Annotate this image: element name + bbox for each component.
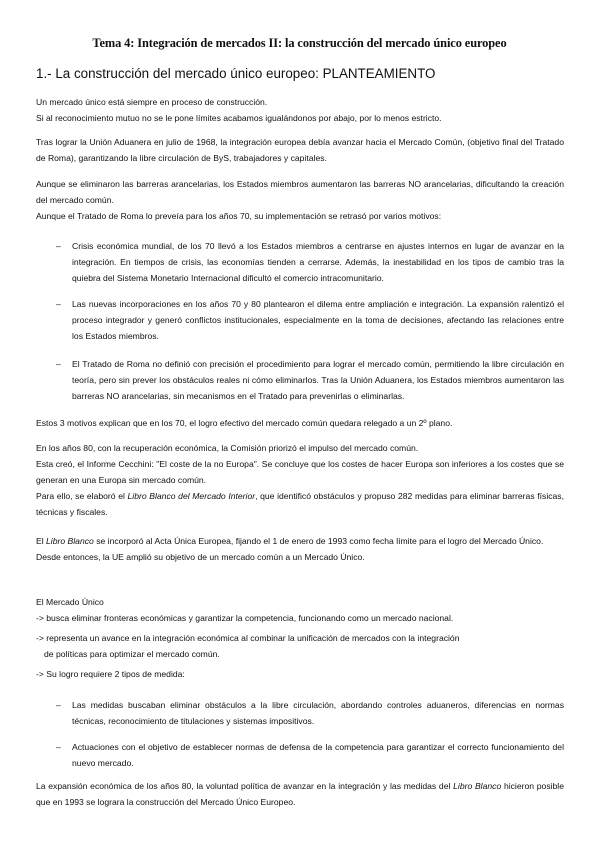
paragraph-libro-blanco xyxy=(36,533,564,565)
bullet-text: Las nuevas incorporaciones en los años 70 y 80 plantearon el dilema entre ampliación e integración. La expansión ralentizó el proceso integrador y generó conflictos institucionales, especialmente en la toma de decisiones, afectando las relaciones entre los Estados miembros. xyxy=(72,299,564,341)
mercado-unico-section xyxy=(36,594,564,682)
bullet-item-crisis xyxy=(56,238,564,286)
dash-marker: – xyxy=(56,700,61,710)
arrow-line-continued: de políticas para optimizar el mercado común. xyxy=(44,649,220,659)
text-run: , que identificó obstáculos y propuso 282 medidas para eliminar barreras físicas, técnicas y fiscales. xyxy=(36,491,564,517)
italic-title: Libro Blanco xyxy=(453,781,502,791)
bullet-item-tratado xyxy=(56,356,564,404)
text-run: Para ello, se elaboró el xyxy=(36,491,128,501)
bullet-text: Actuaciones con el objetivo de establecer normas de defensa de la competencia para garantizar el correcto funcionamiento del nuevo mercado. xyxy=(72,742,564,768)
text-line: Si al reconocimiento mutuo no se le pone límites acabamos igualándonos por abajo, por lo menos estricto. xyxy=(36,113,442,123)
text-line: En los años 80, con la recuperación económica, la Comisión priorizó el impulso del mercado común. xyxy=(36,443,419,453)
italic-title: Libro Blanco del Mercado Interior xyxy=(127,491,256,501)
section-heading: 1.- La construcción del mercado único europeo: PLANTEAMIENTO xyxy=(36,66,436,81)
arrow-line: -> busca eliminar fronteras económicas y garantizar la competencia, funcionando como un mercado nacional. xyxy=(36,613,454,623)
text-line: Esta creó, el Informe Cecchini: "El coste de la no Europa". Se concluye que los costes de hacer Europa son inferiores a los costes que se generan en una Europa sin mercado común. xyxy=(36,459,564,485)
subheading: El Mercado Único xyxy=(36,597,104,607)
arrow-line: -> representa un avance en la integración económica al combinar la unificación de mercados con la integración xyxy=(36,633,460,643)
text-run: hicieron posible que en 1993 se lograra la construcción del Mercado Único Europeo. xyxy=(36,781,564,807)
text-run: El xyxy=(36,536,47,546)
italic-title: Libro Blanco xyxy=(46,536,94,546)
text-line xyxy=(36,488,564,520)
dash-marker: – xyxy=(56,241,61,251)
text-run: La expansión económica de los años 80, la voluntad política de avanzar en la integración y las medidas del xyxy=(36,781,454,791)
bullet-item-incorporaciones xyxy=(56,296,564,344)
text-line: Desde entonces, la UE amplió su objetivo de un mercado común a un Mercado Único. xyxy=(36,552,365,562)
paragraph-union-aduanera: Tras lograr la Unión Aduanera en julio de 1968, la integración europea debía avanzar hacia el Mercado Común, (objetivo final del Tratado de Roma), garantizando la libre circulación de ByS, trabajadores y capitales. xyxy=(36,137,564,163)
arrow-line: -> Su logro requiere 2 tipos de medida: xyxy=(36,669,185,679)
text-line: Un mercado único está siempre en proceso de construcción. xyxy=(36,97,268,107)
paragraph-anos-80 xyxy=(36,440,564,520)
paragraph-conclusion xyxy=(36,778,564,810)
dash-marker: – xyxy=(56,359,61,369)
document-title: Tema 4: Integración de mercados II: la construcción del mercado único europeo xyxy=(92,36,507,50)
dash-marker: – xyxy=(56,299,61,309)
text-line xyxy=(36,533,564,549)
text-line xyxy=(36,778,564,810)
bullet-text: Crisis económica mundial, de los 70 llevó a los Estados miembros a centrarse en ajustes internos en lugar de avanzar en la integración. En tiempos de crisis, las economías tienden a cerrarse. Además, la inestabilidad en los tipos de cambio tras la quiebra del Sistema Monetario Internacional dificultó el comercio intracomunitario. xyxy=(72,241,564,283)
text-run: se incorporó al Acta Única Europea, fijando el 1 de enero de 1993 como fecha límite para el logro del Mercado Único. xyxy=(93,536,544,546)
bullet-item-medidas xyxy=(56,697,564,729)
bullet-item-actuaciones xyxy=(56,739,564,771)
paragraph-retraso: Aunque el Tratado de Roma lo preveía para los años 70, su implementación se retrasó por varios motivos: xyxy=(36,211,442,221)
paragraph-motivos: Estos 3 motivos explican que en los 70, el logro efectivo del mercado común quedara relegado a un 2º plano. xyxy=(36,418,453,428)
bullet-text: El Tratado de Roma no definió con precisión el procedimiento para lograr el mercado común, permitiendo la libre circulación en teoría, pero sin prever los obstáculos reales ni cómo eliminarlos. Tras la Unión Aduanera, los Estados miembros aumentaron las barreras NO arancelarias, sin mecanismos en el Tratado para prevenirlas o eliminarlas. xyxy=(72,359,564,401)
bullet-text: Las medidas buscaban eliminar obstáculos a la libre circulación, abordando controles aduaneros, diferencias en normas técnicas, reconocimiento de titulaciones y sistemas impositivos. xyxy=(72,700,564,726)
paragraph-barreras: Aunque se eliminaron las barreras arancelarias, los Estados miembros aumentaron las barreras NO arancelarias, dificultando la creación del mercado común. xyxy=(36,179,564,205)
dash-marker: – xyxy=(56,742,61,752)
intro-paragraph xyxy=(36,94,564,126)
